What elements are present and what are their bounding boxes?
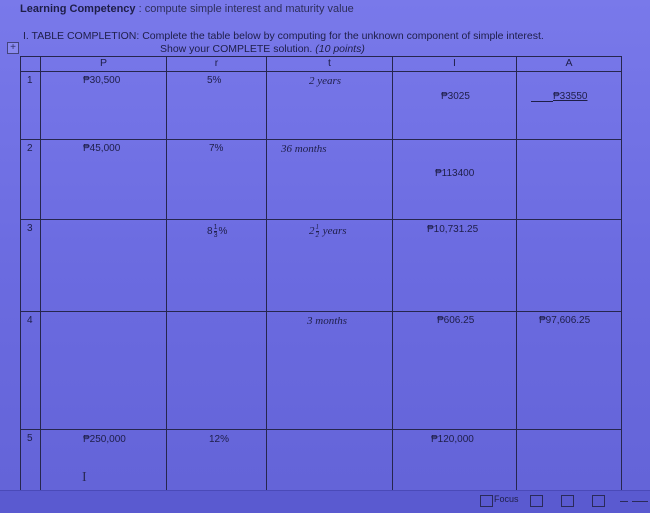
cell-p[interactable] [41,220,167,312]
answer-blank [531,93,553,102]
rate-whole: 8 [207,226,213,238]
rate-suffix: % [218,226,228,238]
zoom-slider[interactable] [632,501,648,502]
time-suffix: years [322,225,347,238]
read-mode-icon[interactable] [530,495,543,507]
row-number: 5 [27,433,33,444]
header-a: A [517,57,622,72]
maturity-amount: ₱33550 [553,91,588,102]
header-num [21,57,41,72]
cell-p[interactable] [41,72,167,140]
cell-r[interactable] [167,430,267,492]
table-row [21,430,622,492]
competency-label: Learning Competency [20,3,136,15]
cell-a[interactable] [517,312,622,430]
row-number-cell [21,220,41,312]
cell-t[interactable] [267,312,393,430]
cell-a[interactable] [517,72,622,140]
table-row [21,140,622,220]
cell-a[interactable] [517,430,622,492]
row-number-cell [21,140,41,220]
print-layout-icon[interactable] [561,495,574,507]
cell-t[interactable] [267,72,393,140]
cell-t[interactable] [267,430,393,492]
interest-value: ₱3025 [441,91,470,102]
time-value: 36 months [281,143,327,155]
rate-value: 7% [209,143,224,154]
instructions-line-1: I. TABLE COMPLETION: Complete the table below by computing for the unknown component of simple interest. [23,30,544,42]
header-p: P [41,57,167,72]
time-whole: 2 [309,225,315,238]
status-bar [0,490,650,513]
time-value: 3 months [307,315,348,327]
maturity-value [531,91,587,102]
row-number: 4 [27,315,33,326]
focus-button[interactable]: Focus [494,494,519,504]
header-i: I [393,57,517,72]
header-r: r [167,57,267,72]
principal-value: ₱30,500 [83,75,121,86]
cell-r[interactable] [167,312,267,430]
table-row [21,312,622,430]
cell-t[interactable] [267,140,393,220]
web-layout-icon[interactable] [592,495,605,507]
row-number-cell [21,72,41,140]
cell-i[interactable] [393,140,517,220]
interest-value: ₱113400 [435,168,475,179]
cell-a[interactable] [517,140,622,220]
time-value: 2 years [309,75,342,87]
cell-a[interactable] [517,220,622,312]
cell-i[interactable] [393,72,517,140]
header-t: t [267,57,393,72]
cell-i[interactable] [393,312,517,430]
interest-value: ₱120,000 [431,434,474,445]
instructions-line-2 [160,43,365,55]
time-fraction: $\frac{1}{2}$ [315,223,319,239]
cell-t[interactable] [267,220,393,312]
simple-interest-table [20,56,622,492]
competency-text: : compute simple interest and maturity value [138,3,354,15]
row-number: 1 [27,75,33,86]
cell-i[interactable] [393,430,517,492]
cell-p[interactable] [41,140,167,220]
text-cursor-icon: I [82,470,87,485]
zoom-out-icon[interactable] [620,501,628,502]
cell-p[interactable] [41,312,167,430]
interest-value: ₱606.25 [437,315,475,326]
rate-value: 12% [209,434,230,445]
principal-value: ₱45,000 [83,143,121,154]
cell-r[interactable] [167,72,267,140]
row-number: 2 [27,143,33,154]
cell-i[interactable] [393,220,517,312]
learning-competency-heading [20,3,354,15]
table-header-row [21,57,622,72]
row-number-cell [21,312,41,430]
table-row [21,220,622,312]
focus-icon[interactable] [480,495,493,507]
table-row [21,72,622,140]
rate-value: 5% [207,75,222,86]
maturity-value: ₱97,606.25 [539,315,591,326]
rate-fraction: $\frac{1}{3}$ [213,224,218,239]
principal-value: ₱250,000 [83,434,126,445]
row-number-cell [21,430,41,492]
instructions-show-solution: Show your COMPLETE solution. [160,43,313,55]
time-value [309,224,347,239]
cell-r[interactable] [167,220,267,312]
interest-value: ₱10,731.25 [427,224,479,235]
table-move-handle-icon[interactable]: + [7,42,19,54]
cell-r[interactable] [167,140,267,220]
rate-value [207,224,227,239]
row-number: 3 [27,223,33,234]
cell-p[interactable] [41,430,167,492]
instructions-points: (10 points) [315,43,365,55]
